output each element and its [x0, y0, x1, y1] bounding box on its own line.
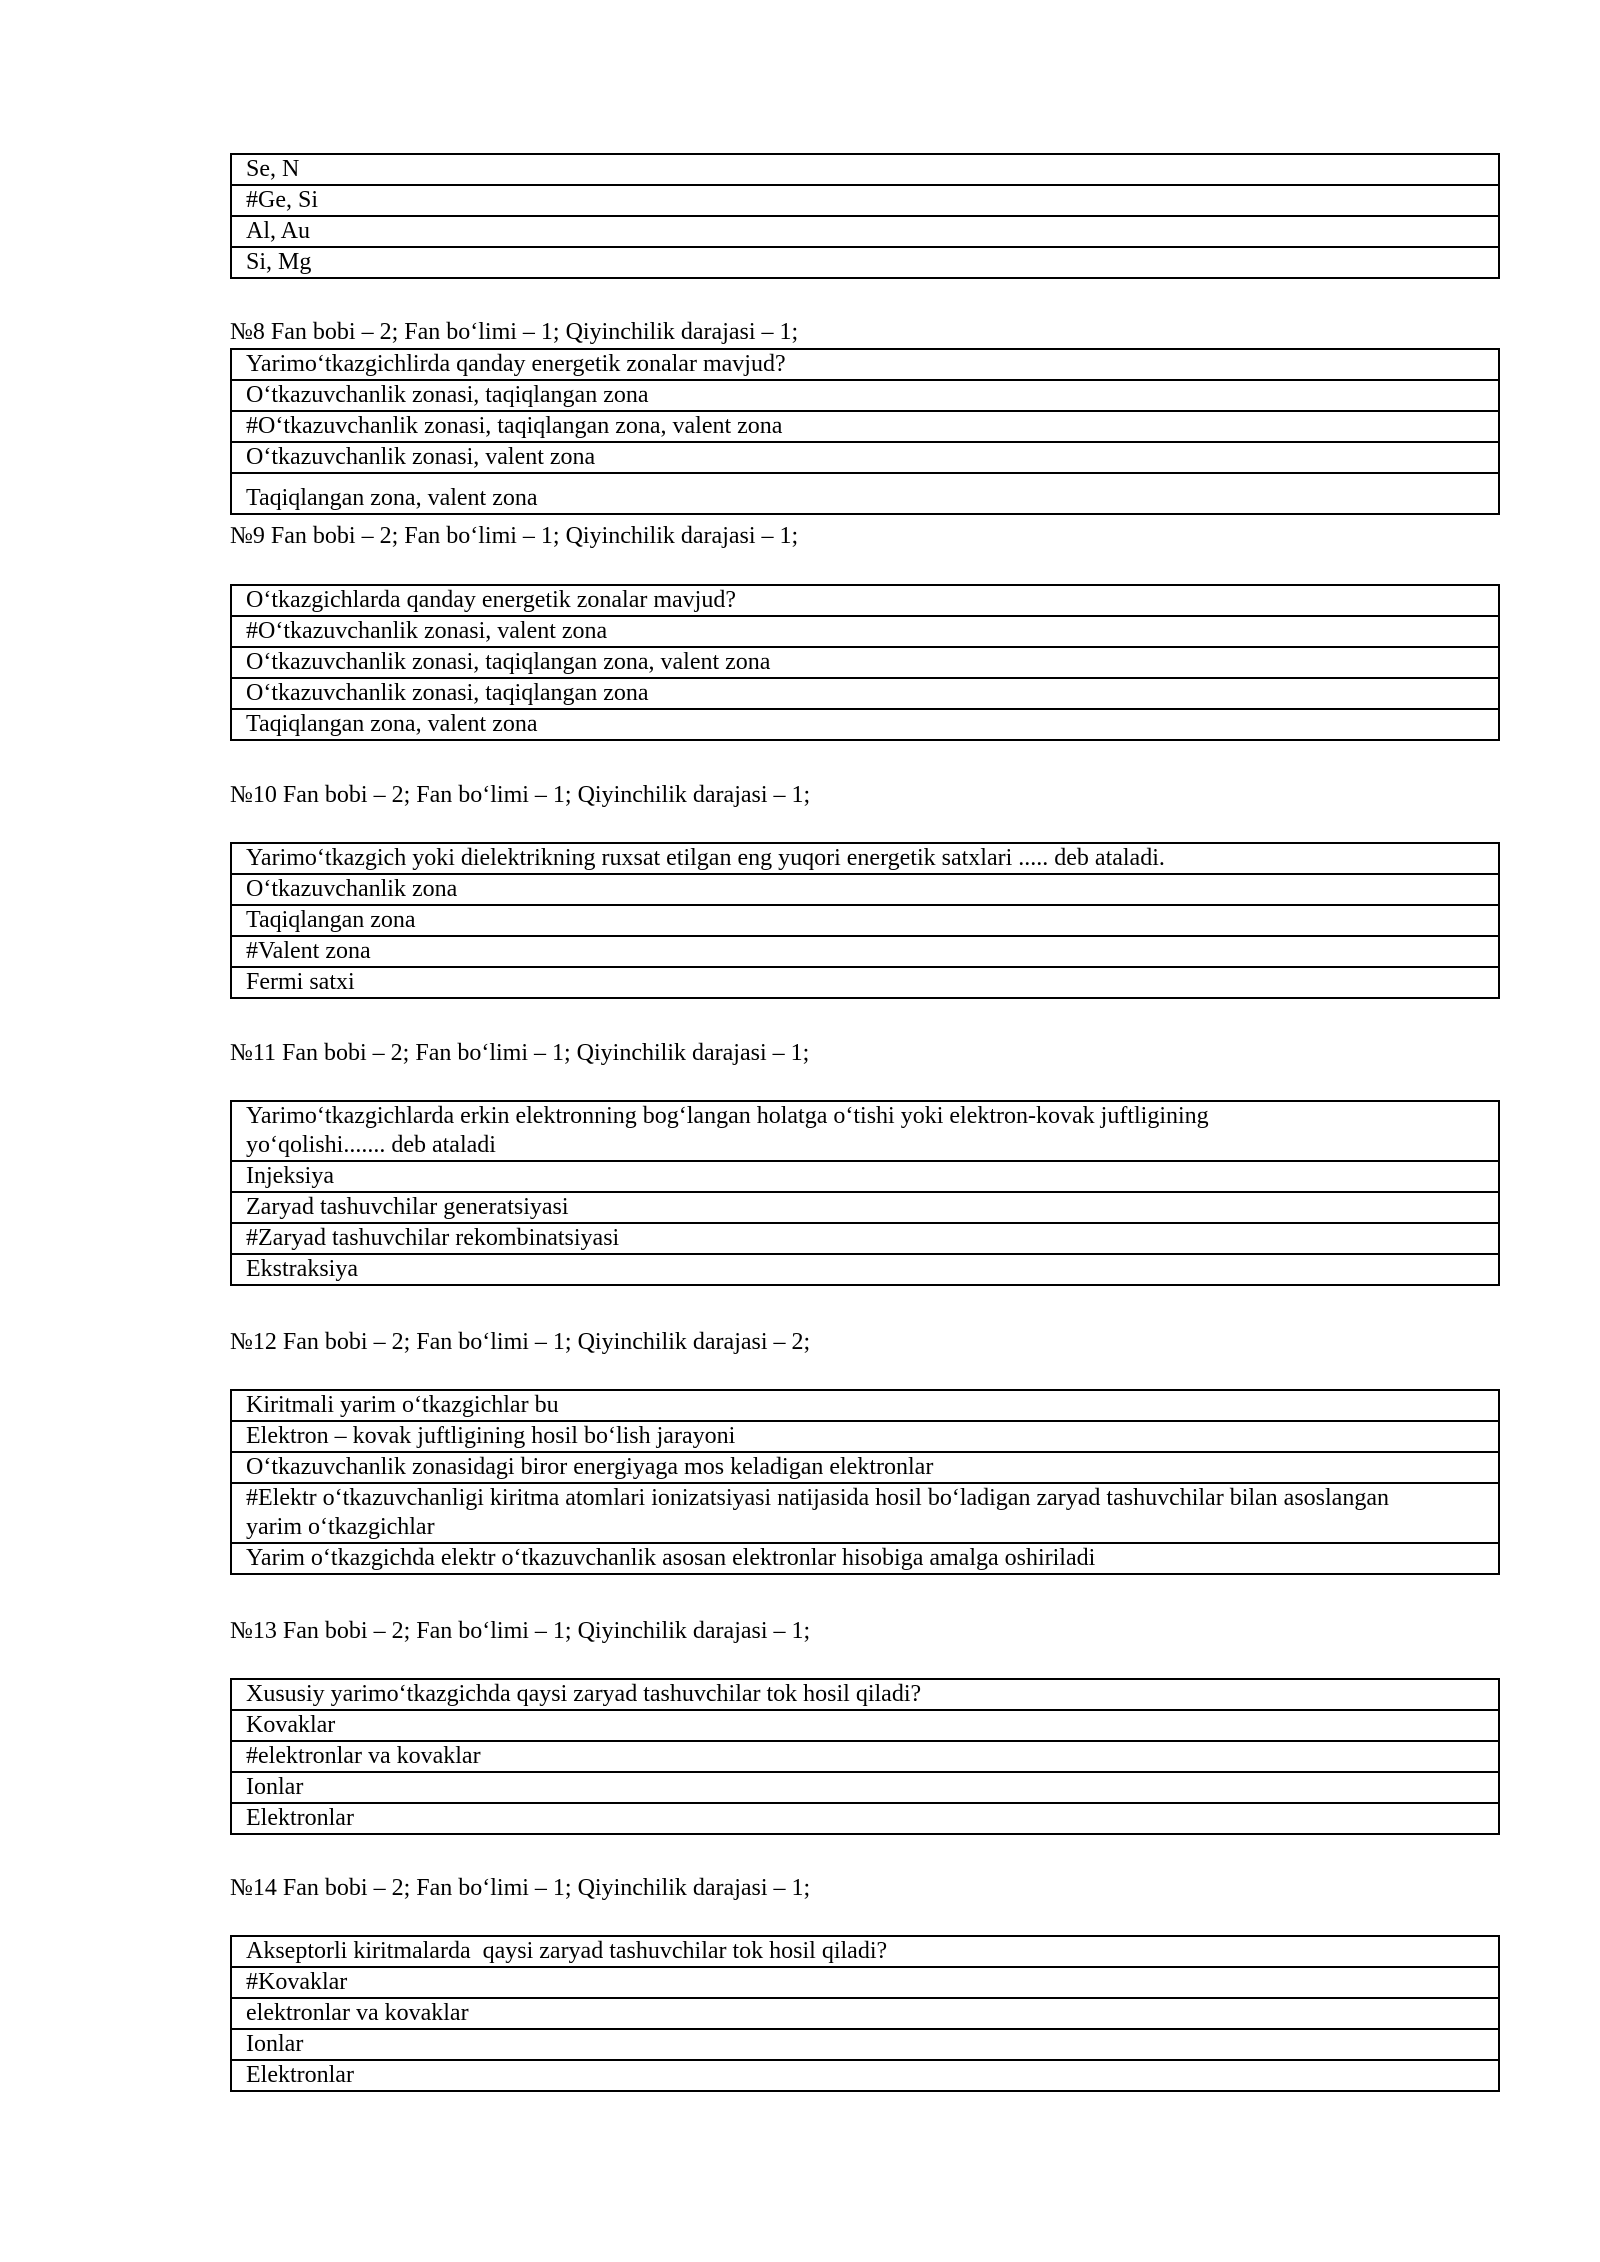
- answer-option: Zaryad tashuvchilar generatsiyasi: [231, 1192, 1499, 1223]
- answer-option: Elektronlar: [231, 2060, 1499, 2091]
- answer-option: Al, Au: [231, 216, 1499, 247]
- table-row: [231, 616, 1499, 647]
- answer-option: O‘tkazuvchanlik zonasi, taqiqlangan zona: [231, 380, 1499, 411]
- table-row: [231, 1998, 1499, 2029]
- answer-option: #Kovaklar: [231, 1967, 1499, 1998]
- table-row: [231, 585, 1499, 616]
- answer-option: #Ge, Si: [231, 185, 1499, 216]
- question-text: Yarimo‘tkazgichlarda erkin elektronning bog‘langan holatga o‘tishi yoki elektron-kovak juftligining yo‘qolishi....... deb ataladi: [231, 1101, 1499, 1161]
- table-row: [231, 1967, 1499, 1998]
- question-header: №10 Fan bobi – 2; Fan bo‘limi – 1; Qiyinchilik darajasi – 1;: [230, 782, 811, 808]
- table-row: [231, 1679, 1499, 1710]
- answer-option: #O‘tkazuvchanlik zonasi, taqiqlangan zona, valent zona: [231, 411, 1499, 442]
- answer-option: Elektronlar: [231, 1803, 1499, 1834]
- table-row: [231, 411, 1499, 442]
- table-row: [231, 1772, 1499, 1803]
- answer-option: #Elektr o‘tkazuvchanligi kiritma atomlari ionizatsiyasi natijasida hosil bo‘ladigan zaryad tashuvchilar bilan asoslangan yarim o‘tkazgichlar: [231, 1483, 1499, 1543]
- table-row: [231, 1101, 1499, 1161]
- question-table: [230, 1389, 1500, 1575]
- question-block-q11: [230, 1100, 1500, 1286]
- table-row: [231, 843, 1499, 874]
- question-header: №13 Fan bobi – 2; Fan bo‘limi – 1; Qiyinchilik darajasi – 1;: [230, 1618, 811, 1644]
- question-header: №12 Fan bobi – 2; Fan bo‘limi – 1; Qiyinchilik darajasi – 2;: [230, 1329, 811, 1355]
- question-block-q8: [230, 348, 1500, 515]
- answer-option: Ionlar: [231, 1772, 1499, 1803]
- question-text: Xususiy yarimo‘tkazgichda qaysi zaryad tashuvchilar tok hosil qiladi?: [231, 1679, 1499, 1710]
- answer-option: O‘tkazuvchanlik zonasi, taqiqlangan zona, valent zona: [231, 647, 1499, 678]
- table-row: [231, 1192, 1499, 1223]
- table-row: [231, 647, 1499, 678]
- table-row: [231, 678, 1499, 709]
- table-row: [231, 349, 1499, 380]
- table-row: [231, 380, 1499, 411]
- question-text: Kiritmali yarim o‘tkazgichlar bu: [231, 1390, 1499, 1421]
- answer-option: #Valent zona: [231, 936, 1499, 967]
- question-block-q9: [230, 584, 1500, 741]
- answer-option: O‘tkazuvchanlik zonasi, taqiqlangan zona: [231, 678, 1499, 709]
- table-row: [231, 1936, 1499, 1967]
- table-row: [231, 936, 1499, 967]
- table-row: [231, 1254, 1499, 1285]
- table-row: [231, 1483, 1499, 1543]
- table-row: [231, 1161, 1499, 1192]
- table-row: [231, 1543, 1499, 1574]
- answer-option: #Zaryad tashuvchilar rekombinatsiyasi: [231, 1223, 1499, 1254]
- answer-option: Ionlar: [231, 2029, 1499, 2060]
- answer-table: [230, 153, 1500, 279]
- table-row: [231, 905, 1499, 936]
- table-row: [231, 1223, 1499, 1254]
- question-header: №14 Fan bobi – 2; Fan bo‘limi – 1; Qiyinchilik darajasi – 1;: [230, 1875, 811, 1901]
- answer-option: Injeksiya: [231, 1161, 1499, 1192]
- question-table: [230, 842, 1500, 999]
- answer-option: Kovaklar: [231, 1710, 1499, 1741]
- table-row: [231, 247, 1499, 278]
- answer-option: O‘tkazuvchanlik zonasi, valent zona: [231, 442, 1499, 473]
- table-row: [231, 1803, 1499, 1834]
- answer-option: O‘tkazuvchanlik zonasidagi biror energiyaga mos keladigan elektronlar: [231, 1452, 1499, 1483]
- answer-option: Ekstraksiya: [231, 1254, 1499, 1285]
- question-table: [230, 1100, 1500, 1286]
- table-row: [231, 1710, 1499, 1741]
- table-row: [231, 216, 1499, 247]
- answer-option: O‘tkazuvchanlik zona: [231, 874, 1499, 905]
- table-row: [231, 185, 1499, 216]
- table-row: [231, 473, 1499, 514]
- answer-option: Taqiqlangan zona: [231, 905, 1499, 936]
- table-row: [231, 442, 1499, 473]
- question-text: Akseptorli kiritmalarda qaysi zaryad tashuvchilar tok hosil qiladi?: [231, 1936, 1499, 1967]
- answer-option: Elektron – kovak juftligining hosil bo‘lish jarayoni: [231, 1421, 1499, 1452]
- answer-option: Taqiqlangan zona, valent zona: [231, 473, 1499, 514]
- table-row: [231, 1390, 1499, 1421]
- table-row: [231, 1421, 1499, 1452]
- answer-option: Se, N: [231, 154, 1499, 185]
- question-table: [230, 584, 1500, 741]
- table-row: [231, 1741, 1499, 1772]
- question-block-q14: [230, 1935, 1500, 2092]
- table-row: [231, 2029, 1499, 2060]
- question-block-q13: [230, 1678, 1500, 1835]
- table-row: [231, 2060, 1499, 2091]
- answer-option: Yarim o‘tkazgichda elektr o‘tkazuvchanlik asosan elektronlar hisobiga amalga oshiriladi: [231, 1543, 1499, 1574]
- question-header: №9 Fan bobi – 2; Fan bo‘limi – 1; Qiyinchilik darajasi – 1;: [230, 523, 799, 549]
- answer-option: elektronlar va kovaklar: [231, 1998, 1499, 2029]
- question-header: №11 Fan bobi – 2; Fan bo‘limi – 1; Qiyinchilik darajasi – 1;: [230, 1040, 810, 1066]
- answer-option: #elektronlar va kovaklar: [231, 1741, 1499, 1772]
- table-row: [231, 154, 1499, 185]
- table-row: [231, 1452, 1499, 1483]
- question-header: №8 Fan bobi – 2; Fan bo‘limi – 1; Qiyinchilik darajasi – 1;: [230, 319, 799, 345]
- question-text: Yarimo‘tkazgichlirda qanday energetik zonalar mavjud?: [231, 349, 1499, 380]
- question-table: [230, 348, 1500, 515]
- answer-option: #O‘tkazuvchanlik zonasi, valent zona: [231, 616, 1499, 647]
- question-block-q12: [230, 1389, 1500, 1575]
- table-row: [231, 967, 1499, 998]
- answer-option: Fermi satxi: [231, 967, 1499, 998]
- question-text: Yarimo‘tkazgich yoki dielektrikning ruxsat etilgan eng yuqori energetik satxlari ..... deb ataladi.: [231, 843, 1499, 874]
- table-row: [231, 874, 1499, 905]
- question-block-q10: [230, 842, 1500, 999]
- answer-option: Si, Mg: [231, 247, 1499, 278]
- question-table: [230, 1678, 1500, 1835]
- table-row: [231, 709, 1499, 740]
- question-table: [230, 1935, 1500, 2092]
- answer-option: Taqiqlangan zona, valent zona: [231, 709, 1499, 740]
- question-block-q7-tail: [230, 153, 1500, 279]
- question-text: O‘tkazgichlarda qanday energetik zonalar mavjud?: [231, 585, 1499, 616]
